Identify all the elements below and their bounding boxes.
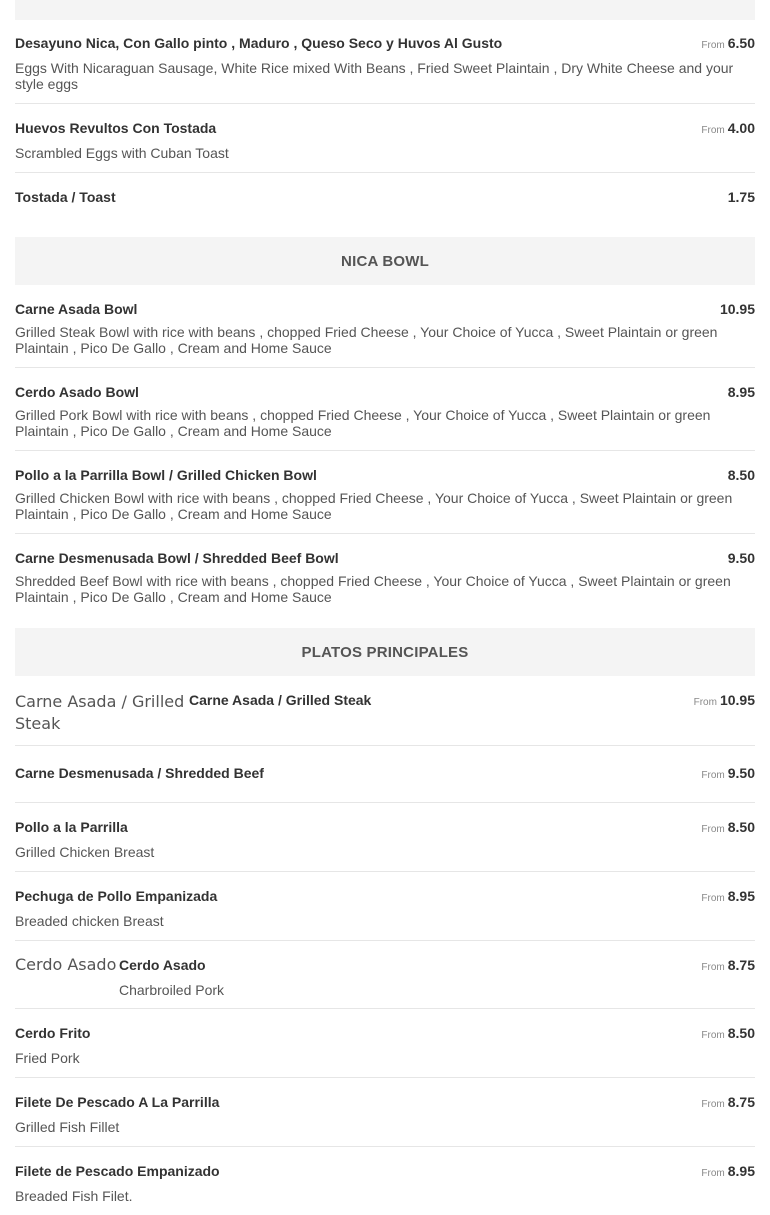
item-name: Desayuno Nica, Con Gallo pinto , Maduro , Queso Seco y Huvos Al Gusto: [15, 35, 503, 51]
from-label: From: [701, 770, 725, 781]
menu-item[interactable]: [15, 534, 755, 620]
from-label: From: [693, 697, 717, 708]
price-value: 8.75: [727, 957, 755, 973]
item-name: Filete de Pescado Empanizado: [15, 1163, 220, 1179]
item-name: Cerdo Asado Bowl: [15, 384, 139, 400]
item-name: Cerdo Frito: [15, 1025, 91, 1041]
menu-item[interactable]: [15, 1078, 755, 1147]
item-price: [728, 467, 755, 484]
price-value: 8.50: [727, 1025, 755, 1041]
item-description: Grilled Fish Fillet: [15, 1119, 120, 1135]
item-name: Pollo a la Parrilla: [15, 819, 128, 835]
item-name: Carne Asada Bowl: [15, 301, 138, 317]
from-label: From: [701, 962, 725, 973]
price-value: 9.50: [727, 765, 755, 781]
item-description: Breaded Fish Filet.: [15, 1188, 133, 1204]
item-image[interactable]: Carne Asada / Grilled Steak: [15, 692, 185, 733]
from-label: From: [701, 824, 725, 835]
item-description: Grilled Pork Bowl with rice with beans , chopped Fried Cheese , Your Choice of Yucca , Sweet Plaintain or green Plaintain , Pico De Gallo , Cream and Home Sauce: [15, 407, 711, 439]
price-value: 4.00: [727, 120, 755, 136]
section-header-platos-principales: PLATOS PRINCIPALES: [15, 628, 755, 676]
price-value: 8.95: [727, 384, 755, 400]
item-price: [701, 35, 755, 54]
item-name: Cerdo Asado: [119, 957, 206, 973]
item-name: Tostada / Toast: [15, 189, 116, 205]
menu-container: [15, 0, 755, 1215]
price-value: 8.75: [727, 1094, 755, 1110]
menu-item[interactable]: [15, 872, 755, 941]
menu-item[interactable]: [15, 368, 755, 451]
item-name: Pechuga de Pollo Empanizada: [15, 888, 218, 904]
item-price: [701, 1094, 755, 1113]
item-description: Fried Pork: [15, 1050, 80, 1066]
price-value: 8.50: [727, 819, 755, 835]
menu-item[interactable]: [15, 1147, 755, 1215]
item-description: Eggs With Nicaraguan Sausage, White Rice mixed With Beans , Fried Sweet Plaintain , Dry White Cheese and your style eggs: [15, 60, 734, 92]
item-image[interactable]: Cerdo Asado: [15, 955, 117, 974]
from-label: From: [701, 125, 725, 136]
menu-item[interactable]: [15, 285, 755, 368]
from-label: From: [701, 1168, 725, 1179]
from-label: From: [701, 893, 725, 904]
item-price: [701, 888, 755, 907]
item-description: Grilled Chicken Bowl with rice with beans , chopped Fried Cheese , Your Choice of Yucca , Sweet Plaintain or green Plaintain , Pico De Gallo , Cream and Home Sauce: [15, 490, 733, 522]
menu-item[interactable]: [15, 20, 755, 104]
menu-item[interactable]: [15, 173, 755, 220]
price-value: 10.95: [719, 692, 755, 708]
item-description: Grilled Steak Bowl with rice with beans , chopped Fried Cheese , Your Choice of Yucca , Sweet Plaintain or green Plaintain , Pico De Gallo , Cream and Home Sauce: [15, 324, 718, 356]
item-price: [701, 120, 755, 139]
price-value: 8.95: [727, 1163, 755, 1179]
item-price: [701, 1025, 755, 1044]
menu-item[interactable]: [15, 1009, 755, 1078]
from-label: From: [701, 1099, 725, 1110]
item-name: Pollo a la Parrilla Bowl / Grilled Chicken Bowl: [15, 467, 317, 483]
item-description: Shredded Beef Bowl with rice with beans , chopped Fried Cheese , Your Choice of Yucca , Sweet Plaintain or green Plaintain , Pico De Gallo , Cream and Home Sauce: [15, 573, 731, 605]
menu-item[interactable]: [15, 941, 755, 1009]
item-name: Huevos Revultos Con Tostada: [15, 120, 217, 136]
item-price: [701, 957, 755, 976]
price-value: 8.95: [727, 888, 755, 904]
menu-item[interactable]: [15, 746, 755, 803]
price-value: 10.95: [719, 301, 755, 317]
item-price: [728, 189, 755, 206]
price-value: 6.50: [727, 35, 755, 51]
section-header-nica-bowl: NICA BOWL: [15, 237, 755, 285]
item-description: Grilled Chicken Breast: [15, 844, 155, 860]
item-name: Filete De Pescado A La Parrilla: [15, 1094, 220, 1110]
item-description: Breaded chicken Breast: [15, 913, 164, 929]
item-price: [720, 301, 755, 318]
menu-item[interactable]: [15, 676, 755, 746]
menu-item[interactable]: [15, 104, 755, 173]
item-price: [728, 550, 755, 567]
item-price: [728, 384, 755, 401]
menu-item[interactable]: [15, 803, 755, 872]
item-description: Charbroiled Pork: [119, 982, 225, 998]
menu-item[interactable]: [15, 451, 755, 534]
from-label: From: [701, 40, 725, 51]
price-value: 9.50: [727, 550, 755, 566]
item-name: Carne Desmenusada Bowl / Shredded Beef Bowl: [15, 550, 339, 566]
item-name: Carne Asada / Grilled Steak: [189, 692, 372, 708]
item-price: [701, 1163, 755, 1182]
section-header-breakfast: [15, 0, 755, 20]
item-name: Carne Desmenusada / Shredded Beef: [15, 765, 264, 781]
item-price: [701, 765, 755, 784]
price-value: 1.75: [727, 189, 755, 205]
price-value: 8.50: [727, 467, 755, 483]
item-price: [701, 819, 755, 838]
item-price: [694, 692, 755, 711]
from-label: From: [701, 1030, 725, 1041]
item-description: Scrambled Eggs with Cuban Toast: [15, 145, 229, 161]
